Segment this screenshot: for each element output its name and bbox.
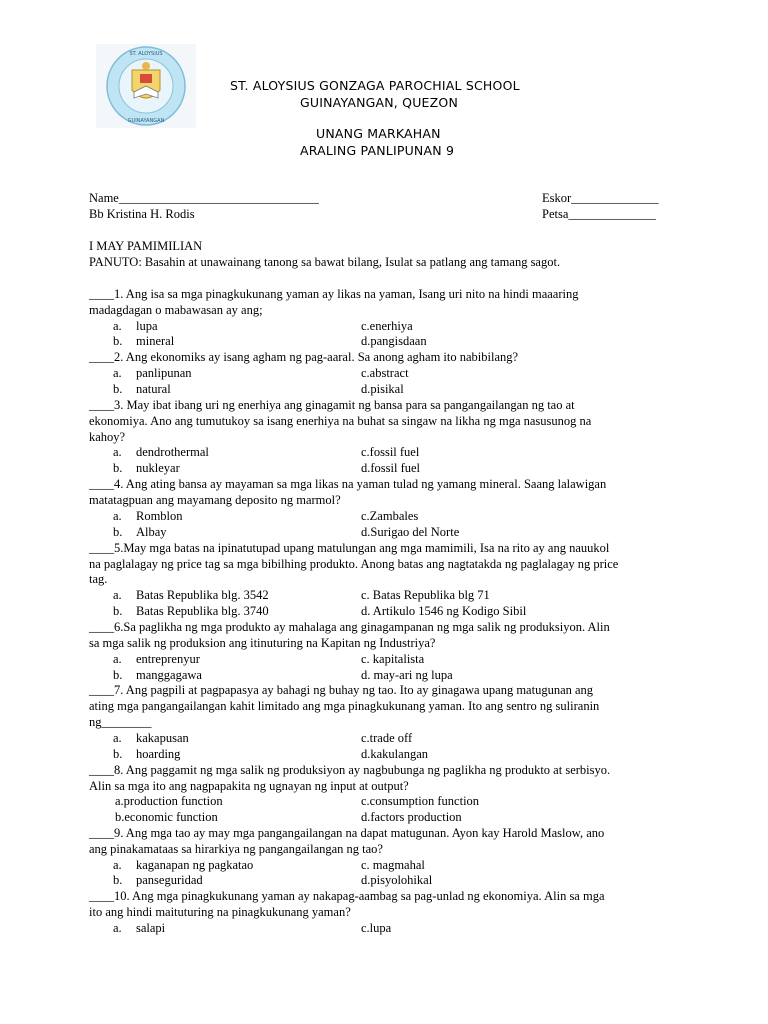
option-letter: a.	[113, 588, 122, 602]
section-directions: PANUTO: Basahin at unawainang tanong sa bawat bilang, Isulat sa patlang ang tamang sagot.	[89, 255, 561, 269]
option-letter: b.	[113, 461, 123, 475]
question-line: kahoy?	[89, 430, 126, 444]
svg-text:ST. ALOYSIUS: ST. ALOYSIUS	[129, 51, 163, 57]
option-text: d.factors production	[361, 810, 462, 824]
question-line: ____8. Ang paggamit ng mga salik ng produksiyon ay nagbubunga ng paglikha ng produkto at serbisyo.	[89, 763, 611, 777]
option-text: Romblon	[136, 509, 183, 523]
option-text: d.kakulangan	[361, 747, 428, 761]
question-line: ____7. Ang pagpili at pagpapasya ay bahagi ng buhay ng tao. Ito ay ginagawa upang matugunan ang	[89, 683, 594, 697]
question-line: ____4. Ang ating bansa ay mayaman sa mga likas na yaman tulad ng yamang mineral. Saang lalawigan	[89, 477, 607, 491]
question-line: ating mga pangangailangan kahit limitado ang mga pinagkukunang yaman. Ito ang sentro ng suliranin	[89, 699, 600, 713]
question-line: na paglalagay ng price tag sa mga bibilhing produkto. Anong batas ang nagtatakda ng paglalagay ng price	[89, 557, 619, 571]
question-line: ito ang hindi maituturing na pinagkukunang yaman?	[89, 905, 351, 919]
option-text: c. kapitalista	[361, 652, 425, 666]
option-letter: b.	[113, 668, 123, 682]
school-location: GUINAYANGAN, QUEZON	[300, 95, 458, 110]
date-field: Petsa______________	[542, 207, 656, 221]
question-line: sa mga salik ng produksion ang itinuturing na Kapitan ng Industriya?	[89, 636, 436, 650]
option-letter: a.	[113, 652, 122, 666]
option-letter: a.	[113, 921, 122, 935]
question-line: ekonomiya. Ano ang tumutukoy sa isang enerhiya na buhat sa singaw na likha ng mga nasusunog na	[89, 414, 592, 428]
question-line: Alin sa mga ito ang nagpapakita ng ugnayan ng input at output?	[89, 779, 409, 793]
option-letter: a.	[113, 731, 122, 745]
quarter-title: UNANG MARKAHAN	[316, 126, 441, 141]
question-line: ____2. Ang ekonomiks ay isang agham ng pag-aaral. Sa anong agham ito nabibilang?	[89, 350, 519, 364]
option-letter: b.	[113, 334, 123, 348]
teacher-name: Bb Kristina H. Rodis	[89, 207, 195, 221]
option-text: dendrothermal	[136, 445, 209, 459]
option-text: kakapusan	[136, 731, 189, 745]
question-line: madagdagan o mabawasan ay ang;	[89, 303, 263, 317]
option-text: c. magmahal	[361, 858, 425, 872]
question-line: ____6.Sa paglikha ng mga produkto ay mahalaga ang ginagampanan ng mga salik ng produksiyon. Alin	[89, 620, 610, 634]
option-text: natural	[136, 382, 171, 396]
option-text: mineral	[136, 334, 175, 348]
question-line: tag.	[89, 572, 108, 586]
option-text: Batas Republika blg. 3740	[136, 604, 269, 618]
question-line: ____9. Ang mga tao ay may mga pangangailangan na dapat matugunan. Ayon kay Harold Maslow, ano	[89, 826, 605, 840]
option-text: salapi	[136, 921, 166, 935]
option-text: Batas Republika blg. 3542	[136, 588, 269, 602]
svg-text:GUINAYANGAN: GUINAYANGAN	[127, 118, 165, 124]
option-letter: b.	[113, 873, 123, 887]
option-text: b.economic function	[115, 810, 218, 824]
question-line: ____5.May mga batas na ipinatutupad upang matulungan ang mga mamimili, Isa na rito ay ang nauukol	[89, 541, 610, 555]
option-text: d.pisyolohikal	[361, 873, 433, 887]
option-text: hoarding	[136, 747, 181, 761]
section-title: I MAY PAMIMILIAN	[89, 239, 203, 253]
option-text: lupa	[136, 319, 158, 333]
option-text: nukleyar	[136, 461, 180, 475]
subject-title: ARALING PANLIPUNAN 9	[300, 143, 455, 158]
option-text: c.enerhiya	[361, 319, 413, 333]
option-text: c.abstract	[361, 366, 409, 380]
option-letter: a.	[113, 366, 122, 380]
option-letter: b.	[113, 525, 123, 539]
question-line: ____10. Ang mga pinagkukunang yaman ay nakapag-aambag sa pag-unlad ng ekonomiya. Alin sa mga	[89, 889, 605, 903]
option-text: Albay	[136, 525, 167, 539]
question-line: ____3. May ibat ibang uri ng enerhiya ang ginagamit ng bansa para sa pangangailangan ng tao at	[89, 398, 575, 412]
option-letter: a.	[113, 858, 122, 872]
question-line: ang pinakamataas sa hirarkiya ng pangangailangan ng tao?	[89, 842, 383, 856]
name-field: Name________________________________	[89, 191, 319, 205]
option-text: c.Zambales	[361, 509, 419, 523]
option-text: panseguridad	[136, 873, 203, 887]
option-letter: b.	[113, 382, 123, 396]
question-line: ng________	[89, 715, 152, 729]
option-letter: b.	[113, 604, 123, 618]
question-line: matatagpuan ang mayamang deposito ng marmol?	[89, 493, 341, 507]
option-letter: a.	[113, 509, 122, 523]
option-text: d. Artikulo 1546 ng Kodigo Sibil	[361, 604, 527, 618]
school-seal-logo	[96, 44, 196, 128]
option-letter: a.	[113, 319, 122, 333]
option-text: c.fossil fuel	[361, 445, 420, 459]
option-text: kaganapan ng pagkatao	[136, 858, 254, 872]
option-text: d.Surigao del Norte	[361, 525, 460, 539]
option-text: panlipunan	[136, 366, 192, 380]
option-text: c.trade off	[361, 731, 413, 745]
option-text: d.pangisdaan	[361, 334, 427, 348]
option-text: d.fossil fuel	[361, 461, 421, 475]
question-line: ____1. Ang isa sa mga pinagkukunang yaman ay likas na yaman, Isang uri nito na hindi maaaring	[89, 287, 579, 301]
option-text: a.production function	[115, 794, 223, 808]
option-text: c.consumption function	[361, 794, 480, 808]
school-name: ST. ALOYSIUS GONZAGA PAROCHIAL SCHOOL	[230, 78, 520, 93]
option-letter: b.	[113, 747, 123, 761]
option-text: manggagawa	[136, 668, 202, 682]
option-letter: a.	[113, 445, 122, 459]
option-text: c.lupa	[361, 921, 392, 935]
option-text: c. Batas Republika blg 71	[361, 588, 490, 602]
option-text: entreprenyur	[136, 652, 200, 666]
option-text: d.pisikal	[361, 382, 404, 396]
score-field: Eskor______________	[542, 191, 659, 205]
option-text: d. may-ari ng lupa	[361, 668, 453, 682]
